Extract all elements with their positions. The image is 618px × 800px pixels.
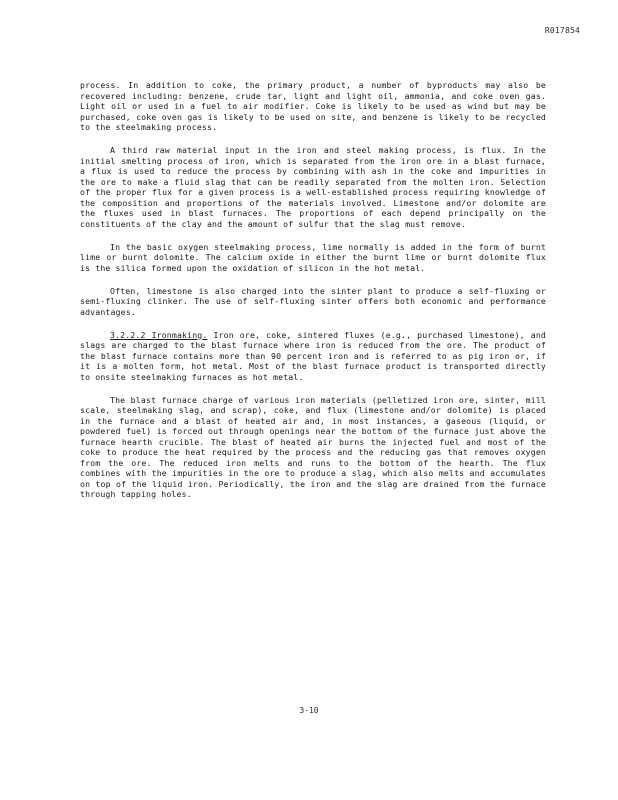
- section-heading-ironmaking: 3.2.2.2 Ironmaking.: [110, 329, 208, 340]
- paragraph-flux: A third raw material input in the iron and steel making process, is flux. In the initial smelting process of iron, which is separated from the iron ore in a blast furnace, a flux is used to reduce the process by combining with ash in the coke and impurities in the ore to make a fluid slag that can be readily separated from the molten iron. Selection of the proper flux for a given process is a well-established process requiring knowledge of the composition and proportions of the materials involved. Limestone and/or dolomite are the fluxes used in blast furnaces. The proportions of each depend principally on the constituents of the clay and the amount of sulfur that the slag must remove.: [80, 145, 546, 229]
- document-id: R017854: [544, 26, 580, 35]
- paragraph-byproducts: process. In addition to coke, the primary product, a number of byproducts may also be recovered including: benzene, crude tar, light and light oil, ammonia, and coke oven gas. Light oil or used in a fuel to air modifier. Coke is likely to be used as wind but may be purchased, coke oven gas is likely to be used on site, and benzene is likely to be recycled to the steelmaking process.: [80, 80, 546, 132]
- paragraph-ironmaking: [80, 330, 546, 383]
- paragraph-blast-furnace: The blast furnace charge of various iron materials (pelletized iron ore, sinter, mill scale, steelmaking slag, and scrap), coke, and flux (limestone and/or dolomite) is placed in the furnace and a blast of heated air and, in most instances, a gaseous (liquid, or powdered fuel) is forced out through openings near the bottom of the furnace just above the furnace hearth crucible. The blast of heated air burns the injected fuel and most of the coke to produce the heat required by the process and the reducing gas that removes oxygen from the ore. The reduced iron melts and runs to the bottom of the hearth. The flux combines with the impurities in the ore to produce a slag, which also melts and accumulates on top of the liquid iron. Periodically, the iron and the slag are drained from the furnace through tapping holes.: [80, 394, 546, 499]
- page-number: 3-10: [299, 706, 319, 715]
- paragraph-ironmaking-text: Iron ore, coke, sintered fluxes (e.g., purchased limestone), and slags are charged to the blast furnace where iron is reduced from the ore. The product of the blast furnace contains more than 90 percent iron and is referred to as pig iron or, if it is a molten form, hot metal. Most of the blast furnace product is transported directly to onsite steelmaking furnaces as hot metal.: [80, 329, 547, 382]
- paragraph-sinter: Often, limestone is also charged into the sinter plant to produce a self-fluxing or semi-fluxing clinker. The use of self-fluxing sinter offers both economic and performance advantages.: [80, 285, 546, 317]
- body-text: [80, 80, 546, 512]
- paragraph-basic-oxygen: In the basic oxygen steelmaking process, lime normally is added in the form of burnt lime or burnt dolomite. The calcium oxide in either the burnt lime or burnt dolomite flux is the silica formed upon the oxidation of silicon in the hot metal.: [80, 241, 546, 273]
